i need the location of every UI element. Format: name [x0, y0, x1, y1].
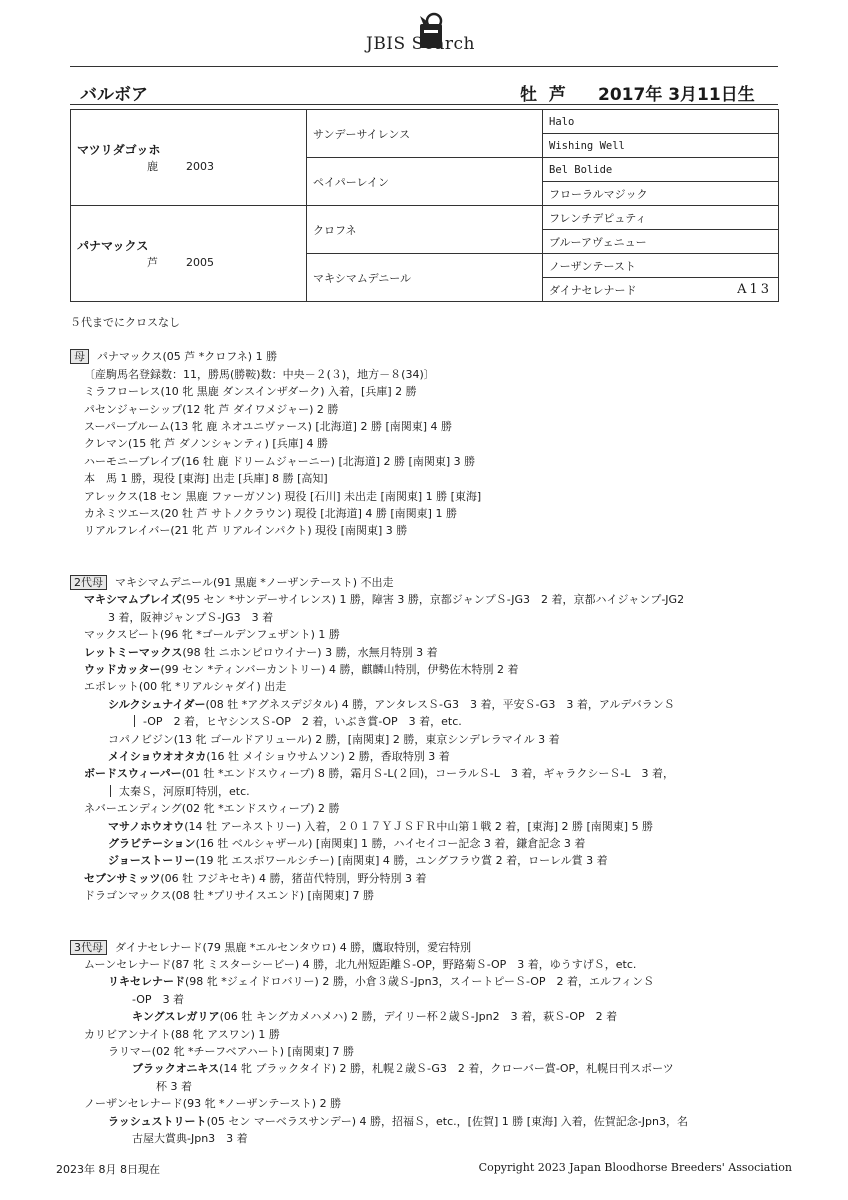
- black-type-horse: マサノホウオウ: [108, 819, 185, 833]
- section-gap: [70, 331, 790, 348]
- black-type-horse: キングスレガリア: [132, 1010, 220, 1024]
- family-line: [70, 852, 790, 869]
- black-type-horse: ウッドカッター: [84, 662, 161, 676]
- logo-text: JBIS Search: [366, 34, 476, 54]
- footer-date: 2023年 8月 8日現在: [56, 1163, 160, 1176]
- dam-cell: [71, 206, 307, 302]
- line-text: ダイナセレナード(79 黒鹿 *エルセンタウロ) 4 勝，鷹取特別，愛宕特別: [115, 940, 472, 954]
- family-line: [70, 453, 790, 470]
- line-text: (19 牝 エスポワールシチー) [南関東] 4 勝，ユングフラウ賞 2 着，ローレル賞 3 着: [195, 854, 608, 868]
- family-line: [70, 818, 790, 835]
- family-section: [70, 348, 790, 539]
- family-line: [70, 418, 790, 435]
- family-section: [70, 939, 790, 1148]
- line-text: (06 牡 フジキセキ) 4 勝，猪苗代特別，野分特別 3 着: [160, 871, 427, 885]
- cross-note: ５代までにクロスなし: [70, 316, 180, 329]
- line-text: アレックス(18 セン 黒鹿 ファーガソン) 現役 [石川] 未出走 [南関東] 1 勝 [東海]: [84, 489, 482, 503]
- family-line: [70, 1130, 790, 1147]
- family-line: [70, 991, 790, 1008]
- line-text: マックスビート(96 牝 *ゴールデンフェザント) 1 勝: [84, 628, 340, 642]
- line-text: クレマン(15 牝 芦 ダノンシャンティ) [兵庫] 4 勝: [84, 437, 328, 451]
- footer-copyright: Copyright 2023 Japan Bloodhorse Breeders' Association: [478, 1161, 792, 1174]
- family-section: [70, 574, 790, 905]
- black-type-horse: ジョーストーリー: [108, 854, 196, 868]
- line-text: (16 牡 ベルシャザール) [南関東] 1 勝，ハイセイコー記念 3 着，鎌倉記念 3 着: [195, 836, 586, 850]
- g3-ancestor: [543, 278, 779, 302]
- line-text: ミラフローレス(10 牝 黒鹿 ダンスインザダーク) 入着，[兵庫] 2 勝: [84, 385, 417, 399]
- family-line: [70, 626, 790, 643]
- continuation-bar: [134, 715, 143, 727]
- line-text: -OP 2 着，ヒヤシンスＳ-OP 2 着，いぶき賞-OP 3 着，etc.: [143, 715, 462, 729]
- g3-ancestor: Bel Bolide: [543, 158, 779, 182]
- black-type-horse: リキセレナード: [108, 975, 185, 989]
- sire-year: 2003: [186, 160, 214, 173]
- dam-dam: マキシマムデニール: [307, 254, 543, 302]
- family-line: [70, 470, 790, 487]
- black-type-horse: ラッシュストリート: [108, 1114, 207, 1128]
- family-sections: [70, 331, 790, 1147]
- sire-sire: サンデーサイレンス: [307, 110, 543, 158]
- line-text: 太秦Ｓ，河原町特別，etc.: [119, 784, 250, 798]
- line-text: -OP 3 着: [132, 992, 185, 1006]
- line-text: (14 牝 ブラックタイド) 2 勝，札幌２歳Ｓ-G3 2 着，クローバー賞-OP，札幌日刊スポーツ: [219, 1062, 674, 1076]
- dam-year: 2005: [186, 256, 214, 269]
- black-type-horse: レットミーマックス: [84, 645, 183, 659]
- family-line: [70, 748, 790, 765]
- section-gap: [70, 557, 790, 574]
- line-text: (99 セン *ティンバーカントリー) 4 勝，麒麟山特別，伊勢佐木特別 2 着: [160, 662, 519, 676]
- family-line: [70, 609, 790, 626]
- family-line: [70, 1043, 790, 1060]
- g3-ancestor-name: ダイナセレナード: [549, 283, 637, 297]
- line-text: ラリマー(02 牝 *チーフベアハート) [南関東] 7 勝: [108, 1045, 355, 1059]
- line-text: 古屋大賞典-Jpn3 3 着: [132, 1132, 248, 1146]
- sire-name: マツリダゴッホ: [77, 143, 161, 157]
- line-text: 〔産駒馬名登録数：11，勝馬(勝鞍)数：中央－２(３)，地方－８(34)〕: [84, 367, 435, 381]
- dam-name: パナマックス: [77, 239, 149, 253]
- family-line: [70, 783, 790, 800]
- family-line: [70, 939, 790, 956]
- section-gap: [70, 922, 790, 939]
- g3-ancestor: Wishing Well: [543, 134, 779, 158]
- line-text: ムーンセレナード(87 牝 ミスターシービー) 4 勝，北九州短距離Ｓ-OP，野路菊Ｓ-OP 3 着，ゆうすげＳ，etc.: [84, 958, 637, 971]
- family-line: [70, 696, 790, 713]
- family-line: [70, 678, 790, 695]
- family-line: [70, 1060, 790, 1077]
- family-line: [70, 1026, 790, 1043]
- horse-birth-date: 2017年 3月11日生: [598, 85, 755, 105]
- line-text: パナマックス(05 芦 *クロフネ) 1 勝: [97, 350, 278, 364]
- line-text: (01 牡 *エンドスウィープ) 8 勝，霜月Ｓ-L(２回)，コーラルＳ-L 3 着，ギャラクシーＳ-L 3 着，: [181, 767, 674, 781]
- section-label: 母: [70, 349, 89, 364]
- family-line: [70, 956, 790, 973]
- line-text: カネミツエース(20 牡 芦 サトノクラウン) 現役 [北海道] 4 勝 [南関東] 1 勝: [84, 507, 457, 521]
- line-text: マキシマムデニール(91 黒鹿 *ノーザンテースト) 不出走: [115, 575, 394, 589]
- horse-sex-color: 牡 芦: [520, 85, 569, 105]
- family-line: [70, 348, 790, 365]
- family-line: [70, 591, 790, 608]
- family-line: [70, 644, 790, 661]
- line-text: (06 牡 キングカメハメハ) 2 勝，デイリー杯２歳Ｓ-Jpn2 3 着，萩Ｓ-OP 2 着: [219, 1010, 618, 1024]
- section-label: 2代母: [70, 575, 107, 590]
- name-rule: [70, 104, 778, 105]
- family-line: [70, 435, 790, 452]
- black-type-horse: ブラックオニキス: [132, 1062, 220, 1076]
- sire-cell: [71, 110, 307, 206]
- black-type-horse: セブンサミッツ: [84, 871, 161, 885]
- family-body: [70, 314, 790, 1147]
- line-text: (14 牡 アーネストリー) 入着，２０１７ＹＪＳＦＲ中山第１戦 2 着，[東海] 2 勝 [南関東] 5 勝: [184, 819, 654, 833]
- line-text: コパノビジン(13 牝 ゴールドアリュール) 2 勝，[南関東] 2 勝，東京シンデレラマイル 3 着: [108, 732, 560, 746]
- family-line: [70, 835, 790, 852]
- line-text: ハーモニーブレイブ(16 牡 鹿 ドリームジャーニー) [北海道] 2 勝 [南関東] 3 勝: [84, 454, 476, 468]
- sire-dam: ペイパーレイン: [307, 158, 543, 206]
- line-text: リアルフレイバー(21 牝 芦 リアルインパクト) 現役 [南関東] 3 勝: [84, 524, 408, 538]
- family-line: [70, 505, 790, 522]
- family-line: [70, 522, 790, 539]
- section-gap: [70, 540, 790, 557]
- line-text: 本 馬 1 勝，現役 [東海] 出走 [兵庫] 8 勝 [高知]: [84, 472, 328, 486]
- line-text: (98 牝 *ジェイドロバリー) 2 勝，小倉３歳Ｓ-Jpn3，スイートピーＳ-OP 2 着，エルフィンＳ: [185, 975, 655, 989]
- family-line: [70, 401, 790, 418]
- black-type-horse: マキシマムブレイズ: [84, 593, 182, 607]
- family-line: [70, 574, 790, 591]
- line-text: (08 牡 *アグネスデジタル) 4 勝，アンタレスＳ-G3 3 着，平安Ｓ-G3 3 着，アルデバランＳ: [205, 697, 675, 711]
- dam-sire: クロフネ: [307, 206, 543, 254]
- family-line: [70, 1113, 790, 1130]
- family-code: A13: [737, 281, 772, 297]
- line-text: (05 セン マーベラスサンデー) 4 勝，招福Ｓ，etc.，[佐賀] 1 勝 [東海] 入着，佐賀記念-Jpn3，名: [206, 1114, 688, 1128]
- continuation-bar: [110, 785, 119, 797]
- line-text: スーパーブルーム(13 牝 鹿 ネオユニヴァース) [北海道] 2 勝 [南関東] 4 勝: [84, 420, 453, 434]
- section-gap: [70, 905, 790, 922]
- section-label: 3代母: [70, 940, 107, 955]
- g3-ancestor: フレンチデピュティ: [543, 206, 779, 230]
- g3-ancestor: ノーザンテースト: [543, 254, 779, 278]
- family-line: [70, 713, 790, 730]
- g3-ancestor: フローラルマジック: [543, 182, 779, 206]
- horse-name: バルボア: [80, 85, 148, 105]
- family-line: [70, 488, 790, 505]
- black-type-horse: シルクシュナイダー: [108, 697, 206, 711]
- family-line: [70, 1008, 790, 1025]
- line-text: エポレット(00 牝 *リアルシャダイ) 出走: [84, 680, 287, 694]
- line-text: (98 牡 ニホンピロウイナー) 3 勝，水無月特別 3 着: [182, 645, 438, 659]
- black-type-horse: メイショウオオタカ: [108, 749, 207, 763]
- family-line: [70, 366, 790, 383]
- line-text: ノーザンセレナード(93 牝 *ノーザンテースト) 2 勝: [84, 1097, 342, 1111]
- line-text: カリビアンナイト(88 牝 アスワン) 1 勝: [84, 1027, 280, 1041]
- family-line: [70, 870, 790, 887]
- line-text: パセンジャーシップ(12 牝 芦 ダイワメジャー) 2 勝: [84, 402, 339, 416]
- line-text: (95 セン *サンデーサイレンス) 1 勝，障害 3 勝，京都ジャンプＳ-JG3 2 着，京都ハイジャンプ-JG2: [181, 593, 685, 607]
- line-text: ネバーエンディング(02 牝 *エンドスウィープ) 2 勝: [84, 802, 340, 816]
- line-text: 3 着，阪神ジャンプＳ-JG3 3 着: [108, 610, 274, 624]
- family-line: [70, 1078, 790, 1095]
- sire-color: 鹿: [147, 160, 158, 173]
- black-type-horse: グラビテーション: [108, 836, 196, 850]
- pedigree-table: [70, 109, 779, 302]
- family-line: [70, 661, 790, 678]
- dam-color: 芦: [147, 256, 158, 269]
- family-line: [70, 765, 790, 782]
- family-line: [70, 1095, 790, 1112]
- family-line: [70, 731, 790, 748]
- line-text: 杯 3 着: [156, 1079, 192, 1093]
- g3-ancestor: ブルーアヴェニュー: [543, 230, 779, 254]
- line-text: (16 牡 メイショウサムソン) 2 勝，香取特別 3 着: [206, 749, 450, 763]
- family-line: [70, 800, 790, 817]
- black-type-horse: ボードスウィーパー: [84, 767, 182, 781]
- family-line: [70, 887, 790, 904]
- header-rule: [70, 66, 778, 67]
- family-line: [70, 383, 790, 400]
- family-line: [70, 973, 790, 990]
- line-text: ドラゴンマックス(08 牡 *プリサイスエンド) [南関東] 7 勝: [84, 889, 375, 903]
- g3-ancestor: Halo: [543, 110, 779, 134]
- jbis-logo: [366, 12, 496, 58]
